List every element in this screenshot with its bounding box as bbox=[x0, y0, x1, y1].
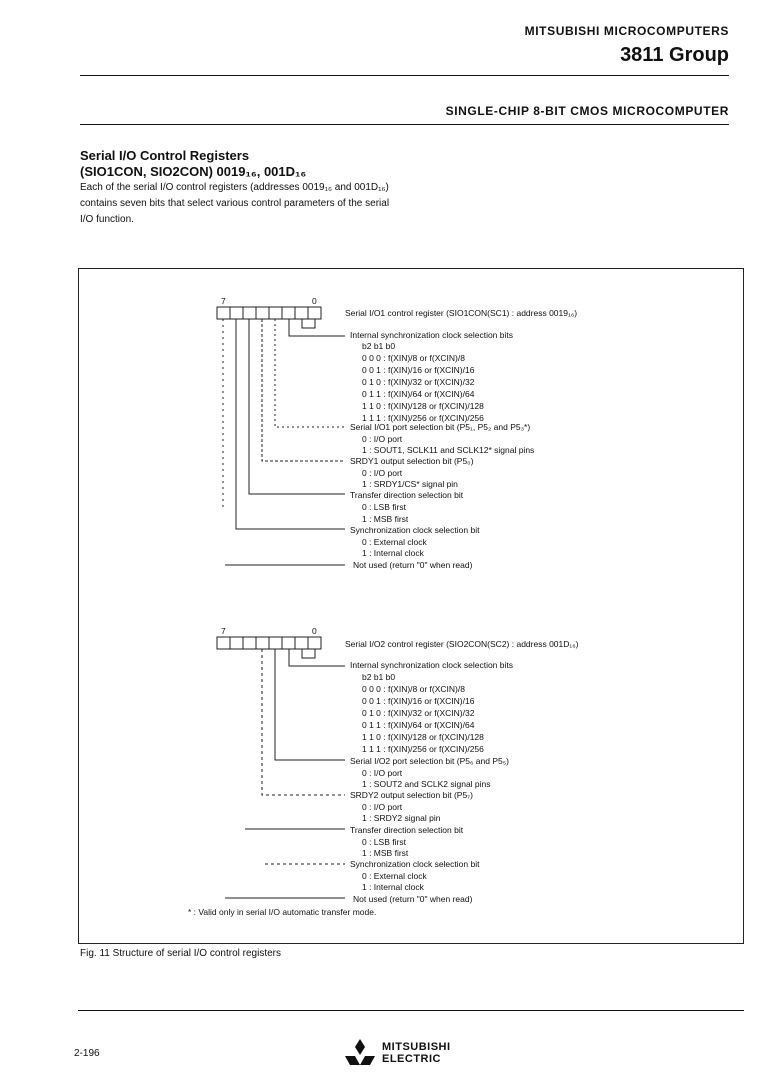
reg2-clock-opt: 0 0 1 : f(XIN)/16 or f(XCIN)/16 bbox=[362, 696, 475, 706]
reg1-dir-opt: 0 : LSB first bbox=[362, 502, 406, 512]
reg1-sync-title: Synchronization clock selection bit bbox=[350, 525, 480, 535]
reg2-port-title: Serial I/O2 port selection bit (P5₆ and P5₅) bbox=[350, 756, 509, 766]
page-number: 2-196 bbox=[74, 1048, 100, 1059]
reg2-name: Serial I/O2 control register (SIO2CON(SC2) : address 001D₁₆) bbox=[345, 639, 579, 649]
reg2-clock-opt: 0 1 0 : f(XIN)/32 or f(XCIN)/32 bbox=[362, 708, 475, 718]
reg2-sync-opt: 0 : External clock bbox=[362, 871, 427, 881]
reg1-dir-title: Transfer direction selection bit bbox=[350, 490, 464, 500]
doc-subtitle: SINGLE-CHIP 8-BIT CMOS MICROCOMPUTER bbox=[445, 104, 729, 118]
reg1-bit-lo: 0 bbox=[312, 296, 317, 306]
reg1-clock-opt: 1 1 1 : f(XIN)/256 or f(XCIN)/256 bbox=[362, 413, 484, 423]
brand-name bbox=[382, 1041, 451, 1065]
reg2-port-opt: 0 : I/O port bbox=[362, 768, 403, 778]
company-header: MITSUBISHI MICROCOMPUTERS bbox=[524, 24, 729, 38]
reg1-bit-hi: 7 bbox=[221, 296, 226, 306]
footer-rule bbox=[78, 1010, 744, 1011]
mitsubishi-logo-icon bbox=[343, 1038, 377, 1068]
reg1-port-opt: 1 : SOUT1, SCLK11 and SCLK12* signal pins bbox=[362, 445, 535, 455]
reg1-clock-opt: 1 1 0 : f(XIN)/128 or f(XCIN)/128 bbox=[362, 401, 484, 411]
reg1-srdy-title: SRDY1 output selection bit (P5₀) bbox=[350, 456, 474, 466]
reg2-clock-title: Internal synchronization clock selection bits bbox=[350, 660, 513, 670]
reg2-dir-opt: 0 : LSB first bbox=[362, 837, 406, 847]
reg1-clock-opt: 0 1 1 : f(XIN)/64 or f(XCIN)/64 bbox=[362, 389, 475, 399]
group-title: 3811 Group bbox=[620, 44, 729, 66]
reg1-sync-opt: 1 : Internal clock bbox=[362, 548, 424, 558]
brand-line2: ELECTRIC bbox=[382, 1053, 441, 1065]
reg1-name: Serial I/O1 control register (SIO1CON(SC1) : address 0019₁₆) bbox=[345, 308, 578, 318]
reg2-clock-hdr: b2 b1 b0 bbox=[362, 672, 396, 682]
footnote: * : Valid only in serial I/O automatic transfer mode. bbox=[188, 907, 377, 917]
reg2-clock-opt: 0 0 0 : f(XIN)/8 or f(XCIN)/8 bbox=[362, 684, 465, 694]
section-title-line2: (SIO1CON, SIO2CON) 0019₁₆, 001D₁₆ bbox=[80, 164, 307, 179]
reg2-clock-opt: 1 1 0 : f(XIN)/128 or f(XCIN)/128 bbox=[362, 732, 484, 742]
reg1-port-title: Serial I/O1 port selection bit (P5₁, P5₂ and P5₃*) bbox=[350, 422, 531, 432]
reg2-clock-opt: 0 1 1 : f(XIN)/64 or f(XCIN)/64 bbox=[362, 720, 475, 730]
reg2-srdy-opt: 0 : I/O port bbox=[362, 802, 403, 812]
reg1-clock-opt: 0 1 0 : f(XIN)/32 or f(XCIN)/32 bbox=[362, 377, 475, 387]
reg1-clock-opt: 0 0 1 : f(XIN)/16 or f(XCIN)/16 bbox=[362, 365, 475, 375]
reg2-bit-hi: 7 bbox=[221, 626, 226, 636]
reg2-bit-lo: 0 bbox=[312, 626, 317, 636]
figure-caption: Fig. 11 Structure of serial I/O control registers bbox=[80, 948, 282, 959]
reg1-clock-title: Internal synchronization clock selection bits bbox=[350, 330, 513, 340]
section-title-line1: Serial I/O Control Registers bbox=[80, 148, 250, 163]
brand-line1: MITSUBISHI bbox=[382, 1041, 451, 1053]
reg1-srdy-opt: 1 : SRDY1/CS* signal pin bbox=[362, 479, 458, 489]
reg2-port-opt: 1 : SOUT2 and SCLK2 signal pins bbox=[362, 779, 491, 789]
reg1-sync-opt: 0 : External clock bbox=[362, 537, 427, 547]
reg2-srdy-opt: 1 : SRDY2 signal pin bbox=[362, 813, 441, 823]
reg2-unused: Not used (return "0" when read) bbox=[353, 894, 473, 904]
reg2-srdy-title: SRDY2 output selection bit (P5₇) bbox=[350, 790, 473, 800]
reg1-port-opt: 0 : I/O port bbox=[362, 434, 403, 444]
reg2-dir-title: Transfer direction selection bit bbox=[350, 825, 464, 835]
reg2-sync-opt: 1 : Internal clock bbox=[362, 882, 424, 892]
reg1-clock-opt: 0 0 0 : f(XIN)/8 or f(XCIN)/8 bbox=[362, 353, 465, 363]
reg2-clock-opt: 1 1 1 : f(XIN)/256 or f(XCIN)/256 bbox=[362, 744, 484, 754]
reg1-unused: Not used (return "0" when read) bbox=[353, 560, 473, 570]
section-body: Each of the serial I/O control registers (addresses 0019₁₆ and 001D₁₆) contains seven bits that select various control parameters of the serial I/O function. bbox=[80, 182, 390, 225]
reg1-dir-opt: 1 : MSB first bbox=[362, 514, 409, 524]
reg2-dir-opt: 1 : MSB first bbox=[362, 848, 409, 858]
reg1-srdy-opt: 0 : I/O port bbox=[362, 468, 403, 478]
reg2-sync-title: Synchronization clock selection bit bbox=[350, 859, 480, 869]
reg1-clock-hdr: b2 b1 b0 bbox=[362, 341, 396, 351]
